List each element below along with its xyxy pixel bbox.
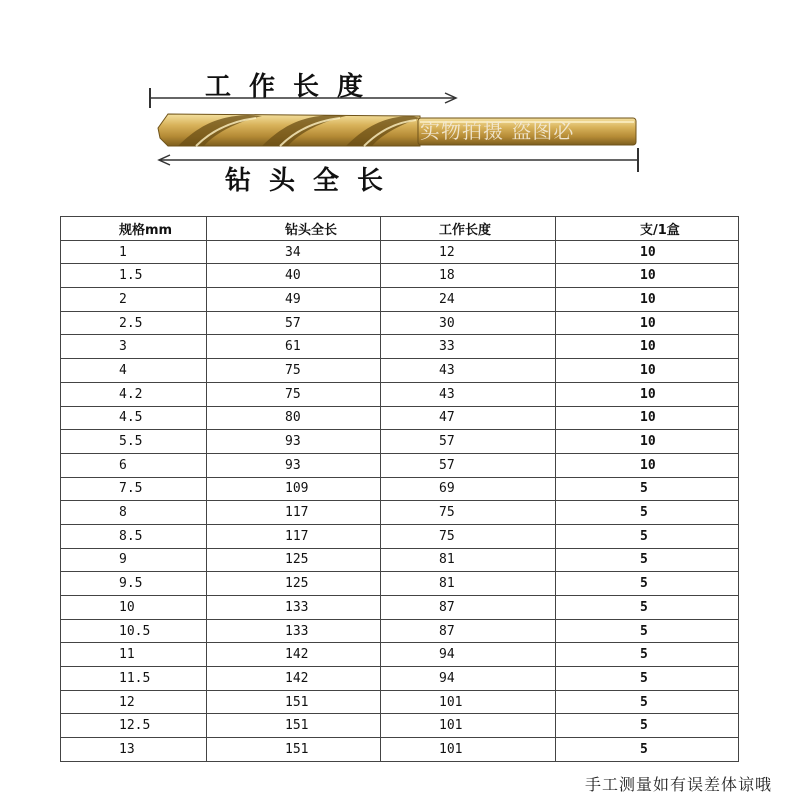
cell-size: 1 [61, 240, 207, 264]
cell-working-length: 30 [381, 311, 556, 335]
cell-size: 13 [61, 738, 207, 762]
cell-pieces-per-box: 10 [556, 453, 739, 477]
cell-working-length: 69 [381, 477, 556, 501]
cell-working-length: 87 [381, 596, 556, 620]
cell-total-length: 49 [207, 288, 381, 312]
cell-pieces-per-box: 5 [556, 524, 739, 548]
cell-total-length: 151 [207, 738, 381, 762]
cell-total-length: 133 [207, 596, 381, 620]
table-row [61, 643, 739, 667]
cell-pieces-per-box: 10 [556, 311, 739, 335]
cell-size: 9 [61, 548, 207, 572]
cell-total-length: 61 [207, 335, 381, 359]
cell-size: 12.5 [61, 714, 207, 738]
cell-pieces-per-box: 5 [556, 714, 739, 738]
table-row [61, 453, 739, 477]
cell-working-length: 101 [381, 738, 556, 762]
cell-working-length: 87 [381, 619, 556, 643]
cell-working-length: 43 [381, 382, 556, 406]
cell-pieces-per-box: 5 [556, 477, 739, 501]
cell-total-length: 117 [207, 501, 381, 525]
table-row [61, 619, 739, 643]
cell-working-length: 43 [381, 359, 556, 383]
cell-total-length: 151 [207, 690, 381, 714]
table-row [61, 738, 739, 762]
cell-pieces-per-box: 10 [556, 288, 739, 312]
cell-size: 11 [61, 643, 207, 667]
table-row [61, 359, 739, 383]
cell-size: 2.5 [61, 311, 207, 335]
cell-size: 5.5 [61, 430, 207, 454]
cell-size: 4.5 [61, 406, 207, 430]
cell-pieces-per-box: 10 [556, 240, 739, 264]
cell-size: 10 [61, 596, 207, 620]
cell-pieces-per-box: 5 [556, 619, 739, 643]
drill-diagram [0, 0, 800, 210]
cell-working-length: 12 [381, 240, 556, 264]
cell-working-length: 101 [381, 714, 556, 738]
cell-working-length: 33 [381, 335, 556, 359]
cell-size: 2 [61, 288, 207, 312]
cell-pieces-per-box: 5 [556, 596, 739, 620]
table-row [61, 382, 739, 406]
table-row [61, 406, 739, 430]
cell-working-length: 101 [381, 690, 556, 714]
cell-size: 11.5 [61, 667, 207, 691]
table-row [61, 572, 739, 596]
cell-size: 3 [61, 335, 207, 359]
cell-total-length: 125 [207, 572, 381, 596]
cell-working-length: 24 [381, 288, 556, 312]
header-size: 规格mm [61, 217, 207, 241]
cell-size: 9.5 [61, 572, 207, 596]
header-working-length: 工作长度 [381, 217, 556, 241]
table-row [61, 524, 739, 548]
cell-size: 10.5 [61, 619, 207, 643]
cell-pieces-per-box: 5 [556, 667, 739, 691]
cell-pieces-per-box: 5 [556, 548, 739, 572]
cell-pieces-per-box: 10 [556, 335, 739, 359]
cell-working-length: 18 [381, 264, 556, 288]
cell-working-length: 75 [381, 501, 556, 525]
table-row [61, 477, 739, 501]
table-row [61, 264, 739, 288]
cell-size: 8.5 [61, 524, 207, 548]
table-row [61, 335, 739, 359]
cell-working-length: 57 [381, 430, 556, 454]
footer-note: 手工测量如有误差体谅哦 [584, 775, 772, 794]
cell-working-length: 81 [381, 548, 556, 572]
cell-total-length: 142 [207, 667, 381, 691]
cell-total-length: 151 [207, 714, 381, 738]
table-row [61, 430, 739, 454]
working-length-label: 工作长度 [205, 72, 382, 102]
table-row [61, 690, 739, 714]
header-pieces-per-box: 支/1盒 [556, 217, 739, 241]
cell-pieces-per-box: 10 [556, 382, 739, 406]
cell-total-length: 75 [207, 359, 381, 383]
cell-size: 12 [61, 690, 207, 714]
table-row [61, 501, 739, 525]
cell-total-length: 109 [207, 477, 381, 501]
cell-size: 4.2 [61, 382, 207, 406]
cell-total-length: 125 [207, 548, 381, 572]
cell-size: 8 [61, 501, 207, 525]
cell-total-length: 34 [207, 240, 381, 264]
cell-working-length: 57 [381, 453, 556, 477]
cell-pieces-per-box: 5 [556, 643, 739, 667]
table-row [61, 714, 739, 738]
cell-working-length: 94 [381, 667, 556, 691]
table-row [61, 288, 739, 312]
spec-table-body [61, 240, 739, 761]
header-total-length: 钻头全长 [207, 217, 381, 241]
spec-table [60, 216, 739, 762]
table-header-row [61, 217, 739, 241]
cell-total-length: 93 [207, 453, 381, 477]
cell-total-length: 80 [207, 406, 381, 430]
cell-pieces-per-box: 10 [556, 406, 739, 430]
cell-size: 7.5 [61, 477, 207, 501]
table-row [61, 548, 739, 572]
cell-pieces-per-box: 10 [556, 430, 739, 454]
cell-working-length: 47 [381, 406, 556, 430]
table-row [61, 311, 739, 335]
cell-pieces-per-box: 5 [556, 690, 739, 714]
cell-pieces-per-box: 5 [556, 501, 739, 525]
table-row [61, 667, 739, 691]
cell-total-length: 133 [207, 619, 381, 643]
cell-size: 1.5 [61, 264, 207, 288]
cell-working-length: 75 [381, 524, 556, 548]
cell-size: 6 [61, 453, 207, 477]
cell-pieces-per-box: 5 [556, 738, 739, 762]
cell-working-length: 81 [381, 572, 556, 596]
table-row [61, 596, 739, 620]
cell-total-length: 75 [207, 382, 381, 406]
watermark-text: 实物拍摄 盗图必 [420, 119, 575, 143]
table-row [61, 240, 739, 264]
cell-pieces-per-box: 10 [556, 264, 739, 288]
cell-working-length: 94 [381, 643, 556, 667]
cell-pieces-per-box: 10 [556, 359, 739, 383]
cell-total-length: 93 [207, 430, 381, 454]
cell-total-length: 57 [207, 311, 381, 335]
cell-pieces-per-box: 5 [556, 572, 739, 596]
cell-size: 4 [61, 359, 207, 383]
total-length-label: 钻头全长 [225, 166, 402, 196]
cell-total-length: 40 [207, 264, 381, 288]
cell-total-length: 142 [207, 643, 381, 667]
cell-total-length: 117 [207, 524, 381, 548]
